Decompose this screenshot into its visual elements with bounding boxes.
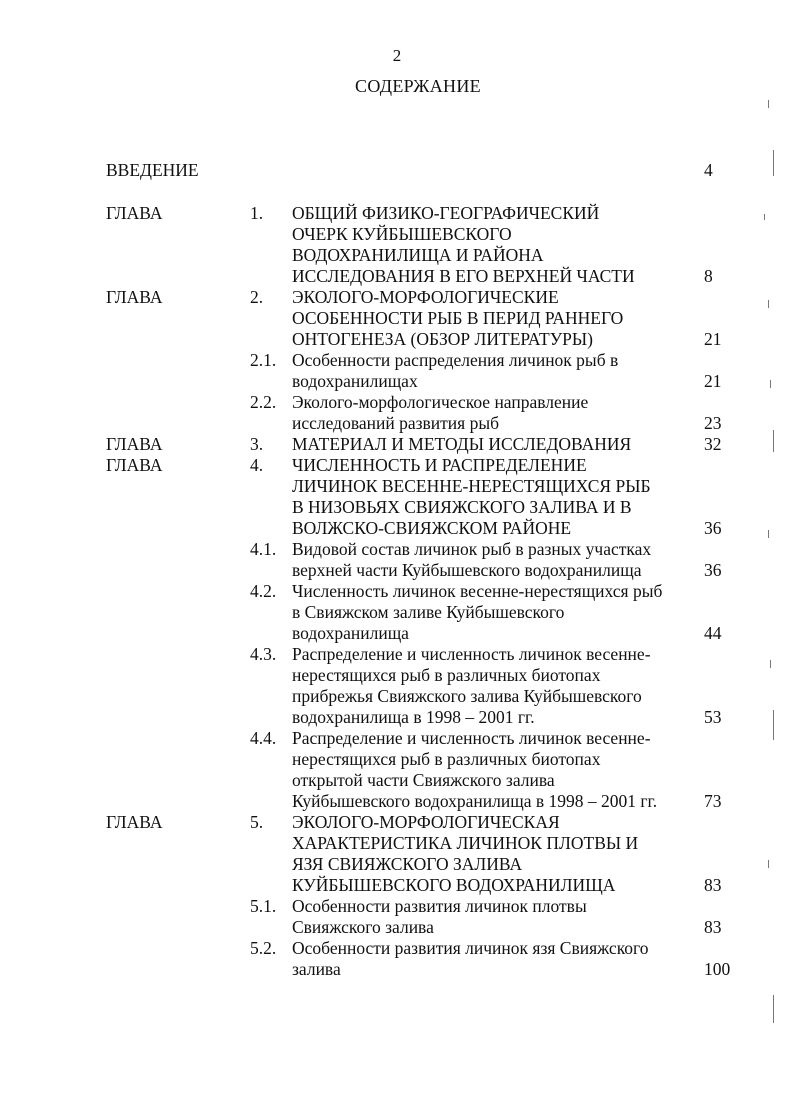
entry-title <box>292 644 690 728</box>
entry-title-line: Особенности развития личинок плотвы <box>292 896 587 916</box>
entry-title-line: ОБЩИЙ ФИЗИКО-ГЕОГРАФИЧЕСКИЙ <box>292 203 600 223</box>
entry-title-line: Эколого-морфологическое направление <box>292 392 589 412</box>
entry-page: 36 <box>704 560 722 580</box>
entry-title-line: ЯЗЯ СВИЯЖСКОГО ЗАЛИВА <box>292 854 523 874</box>
entry-title-line: прибрежья Свияжского залива Куйбышевского <box>292 686 642 706</box>
entry-label: ГЛАВА <box>106 455 163 475</box>
entry-page: 8 <box>704 266 713 286</box>
entry-label: ВВЕДЕНИЕ <box>106 160 199 180</box>
entry-title-line: ВОДОХРАНИЛИЩА И РАЙОНА <box>292 245 544 265</box>
entry-page: 73 <box>704 791 722 811</box>
entry-page: 21 <box>704 371 722 391</box>
entry-title-line: МАТЕРИАЛ И МЕТОДЫ ИССЛЕДОВАНИЯ <box>292 434 632 454</box>
entry-title-line: ОНТОГЕНЕЗА (ОБЗОР ЛИТЕРАТУРЫ) <box>292 329 593 349</box>
entry-page: 83 <box>704 917 722 937</box>
entry-title <box>292 434 690 455</box>
entry-title-line: Особенности распределения личинок рыб в <box>292 350 619 370</box>
entry-title-line: верхней части Куйбышевского водохранилища <box>292 560 642 580</box>
entry-number: 2. <box>250 287 264 307</box>
entry-title-line: В НИЗОВЬЯХ СВИЯЖСКОГО ЗАЛИВА И В <box>292 497 632 517</box>
entry-title-line: водохранилища <box>292 623 409 643</box>
entry-title-line: ЭКОЛОГО-МОРФОЛОГИЧЕСКАЯ <box>292 812 560 832</box>
entry-label: ГЛАВА <box>106 287 163 307</box>
entry-title-line: ОЧЕРК КУЙБЫШЕВСКОГО <box>292 224 512 244</box>
scan-mark <box>768 860 769 868</box>
entry-number: 3. <box>250 434 264 454</box>
entry-page: 44 <box>704 623 722 643</box>
entry-page: 23 <box>704 413 722 433</box>
entry-label: ГЛАВА <box>106 812 163 832</box>
entry-page: 32 <box>704 434 722 454</box>
entry-title-line: Распределение и численность личинок весенне- <box>292 644 651 664</box>
entry-title <box>292 287 690 350</box>
scan-mark <box>773 430 774 452</box>
scan-mark <box>768 100 769 108</box>
entry-page: 83 <box>704 875 722 895</box>
entry-title-line: нерестящихся рыб в различных биотопах <box>292 665 601 685</box>
entry-title-line: ОСОБЕННОСТИ РЫБ В ПЕРИД РАННЕГО <box>292 308 624 328</box>
scan-mark <box>773 710 774 740</box>
entry-title-line: Особенности развития личинок язя Свияжского <box>292 938 649 958</box>
entry-title-line: водохранилища в 1998 – 2001 гг. <box>292 707 535 727</box>
entry-number: 5.2. <box>250 938 277 958</box>
entry-title <box>292 539 690 581</box>
entry-title <box>292 728 690 812</box>
entry-number: 4.1. <box>250 539 277 559</box>
entry-title <box>292 581 690 644</box>
entry-title-line: Видовой состав личинок рыб в разных участках <box>292 539 652 559</box>
entry-number: 4.3. <box>250 644 277 664</box>
page-number: 2 <box>392 46 402 65</box>
entry-title-line: Куйбышевского водохранилища в 1998 – 2001 гг. <box>292 791 658 811</box>
entry-page: 100 <box>704 959 731 979</box>
entry-number: 4. <box>250 455 264 475</box>
entry-title-line: нерестящихся рыб в различных биотопах <box>292 749 601 769</box>
entry-title-line: исследований развития рыб <box>292 413 500 433</box>
entry-title-line: открытой части Свияжского залива <box>292 770 555 790</box>
entry-title <box>292 392 690 434</box>
entry-title <box>292 938 690 980</box>
entry-title-line: Численность личинок весенне-нерестящихся рыб <box>292 581 663 601</box>
scan-mark <box>764 214 765 220</box>
entry-number: 1. <box>250 203 264 223</box>
entry-number: 4.4. <box>250 728 277 748</box>
entry-title-line: залива <box>292 959 341 979</box>
entry-page: 36 <box>704 518 722 538</box>
entry-title <box>292 812 690 896</box>
entry-number: 5.1. <box>250 896 277 916</box>
entry-title-line: ИССЛЕДОВАНИЯ В ЕГО ВЕРХНЕЙ ЧАСТИ <box>292 266 635 286</box>
entry-number: 2.2. <box>250 392 277 412</box>
entry-title <box>292 203 690 287</box>
entry-title-line: ВОЛЖСКО-СВИЯЖСКОМ РАЙОНЕ <box>292 518 572 538</box>
entry-title-line: Распределение и численность личинок весенне- <box>292 728 651 748</box>
entry-title <box>292 455 690 539</box>
scan-mark <box>768 300 769 308</box>
entry-title-line: Свияжского залива <box>292 917 434 937</box>
entry-page: 53 <box>704 707 722 727</box>
entry-label: ГЛАВА <box>106 434 163 454</box>
entry-title-line: ЧИСЛЕННОСТЬ И РАСПРЕДЕЛЕНИЕ <box>292 455 587 475</box>
entry-page: 21 <box>704 329 722 349</box>
entry-title-line: водохранилищах <box>292 371 418 391</box>
scan-mark <box>770 380 771 388</box>
scan-mark <box>770 660 771 668</box>
entry-number: 4.2. <box>250 581 277 601</box>
entry-title <box>292 896 690 938</box>
entry-title-line: ХАРАКТЕРИСТИКА ЛИЧИНОК ПЛОТВЫ И <box>292 833 639 853</box>
entry-title-line: ЛИЧИНОК ВЕСЕННЕ-НЕРЕСТЯЩИХСЯ РЫБ <box>292 476 651 496</box>
entry-page: 4 <box>704 160 713 180</box>
entry-title <box>292 350 690 392</box>
scan-mark <box>773 150 774 176</box>
entry-title-line: КУЙБЫШЕВСКОГО ВОДОХРАНИЛИЩА <box>292 875 616 895</box>
entry-number: 2.1. <box>250 350 277 370</box>
entry-title-line: ЭКОЛОГО-МОРФОЛОГИЧЕСКИЕ <box>292 287 559 307</box>
scan-mark <box>768 530 769 538</box>
entry-label: ГЛАВА <box>106 203 163 223</box>
scan-mark <box>773 995 774 1023</box>
entry-title-line: в Свияжском заливе Куйбышевского <box>292 602 565 622</box>
toc-title: СОДЕРЖАНИЕ <box>355 76 481 96</box>
entry-number: 5. <box>250 812 264 832</box>
